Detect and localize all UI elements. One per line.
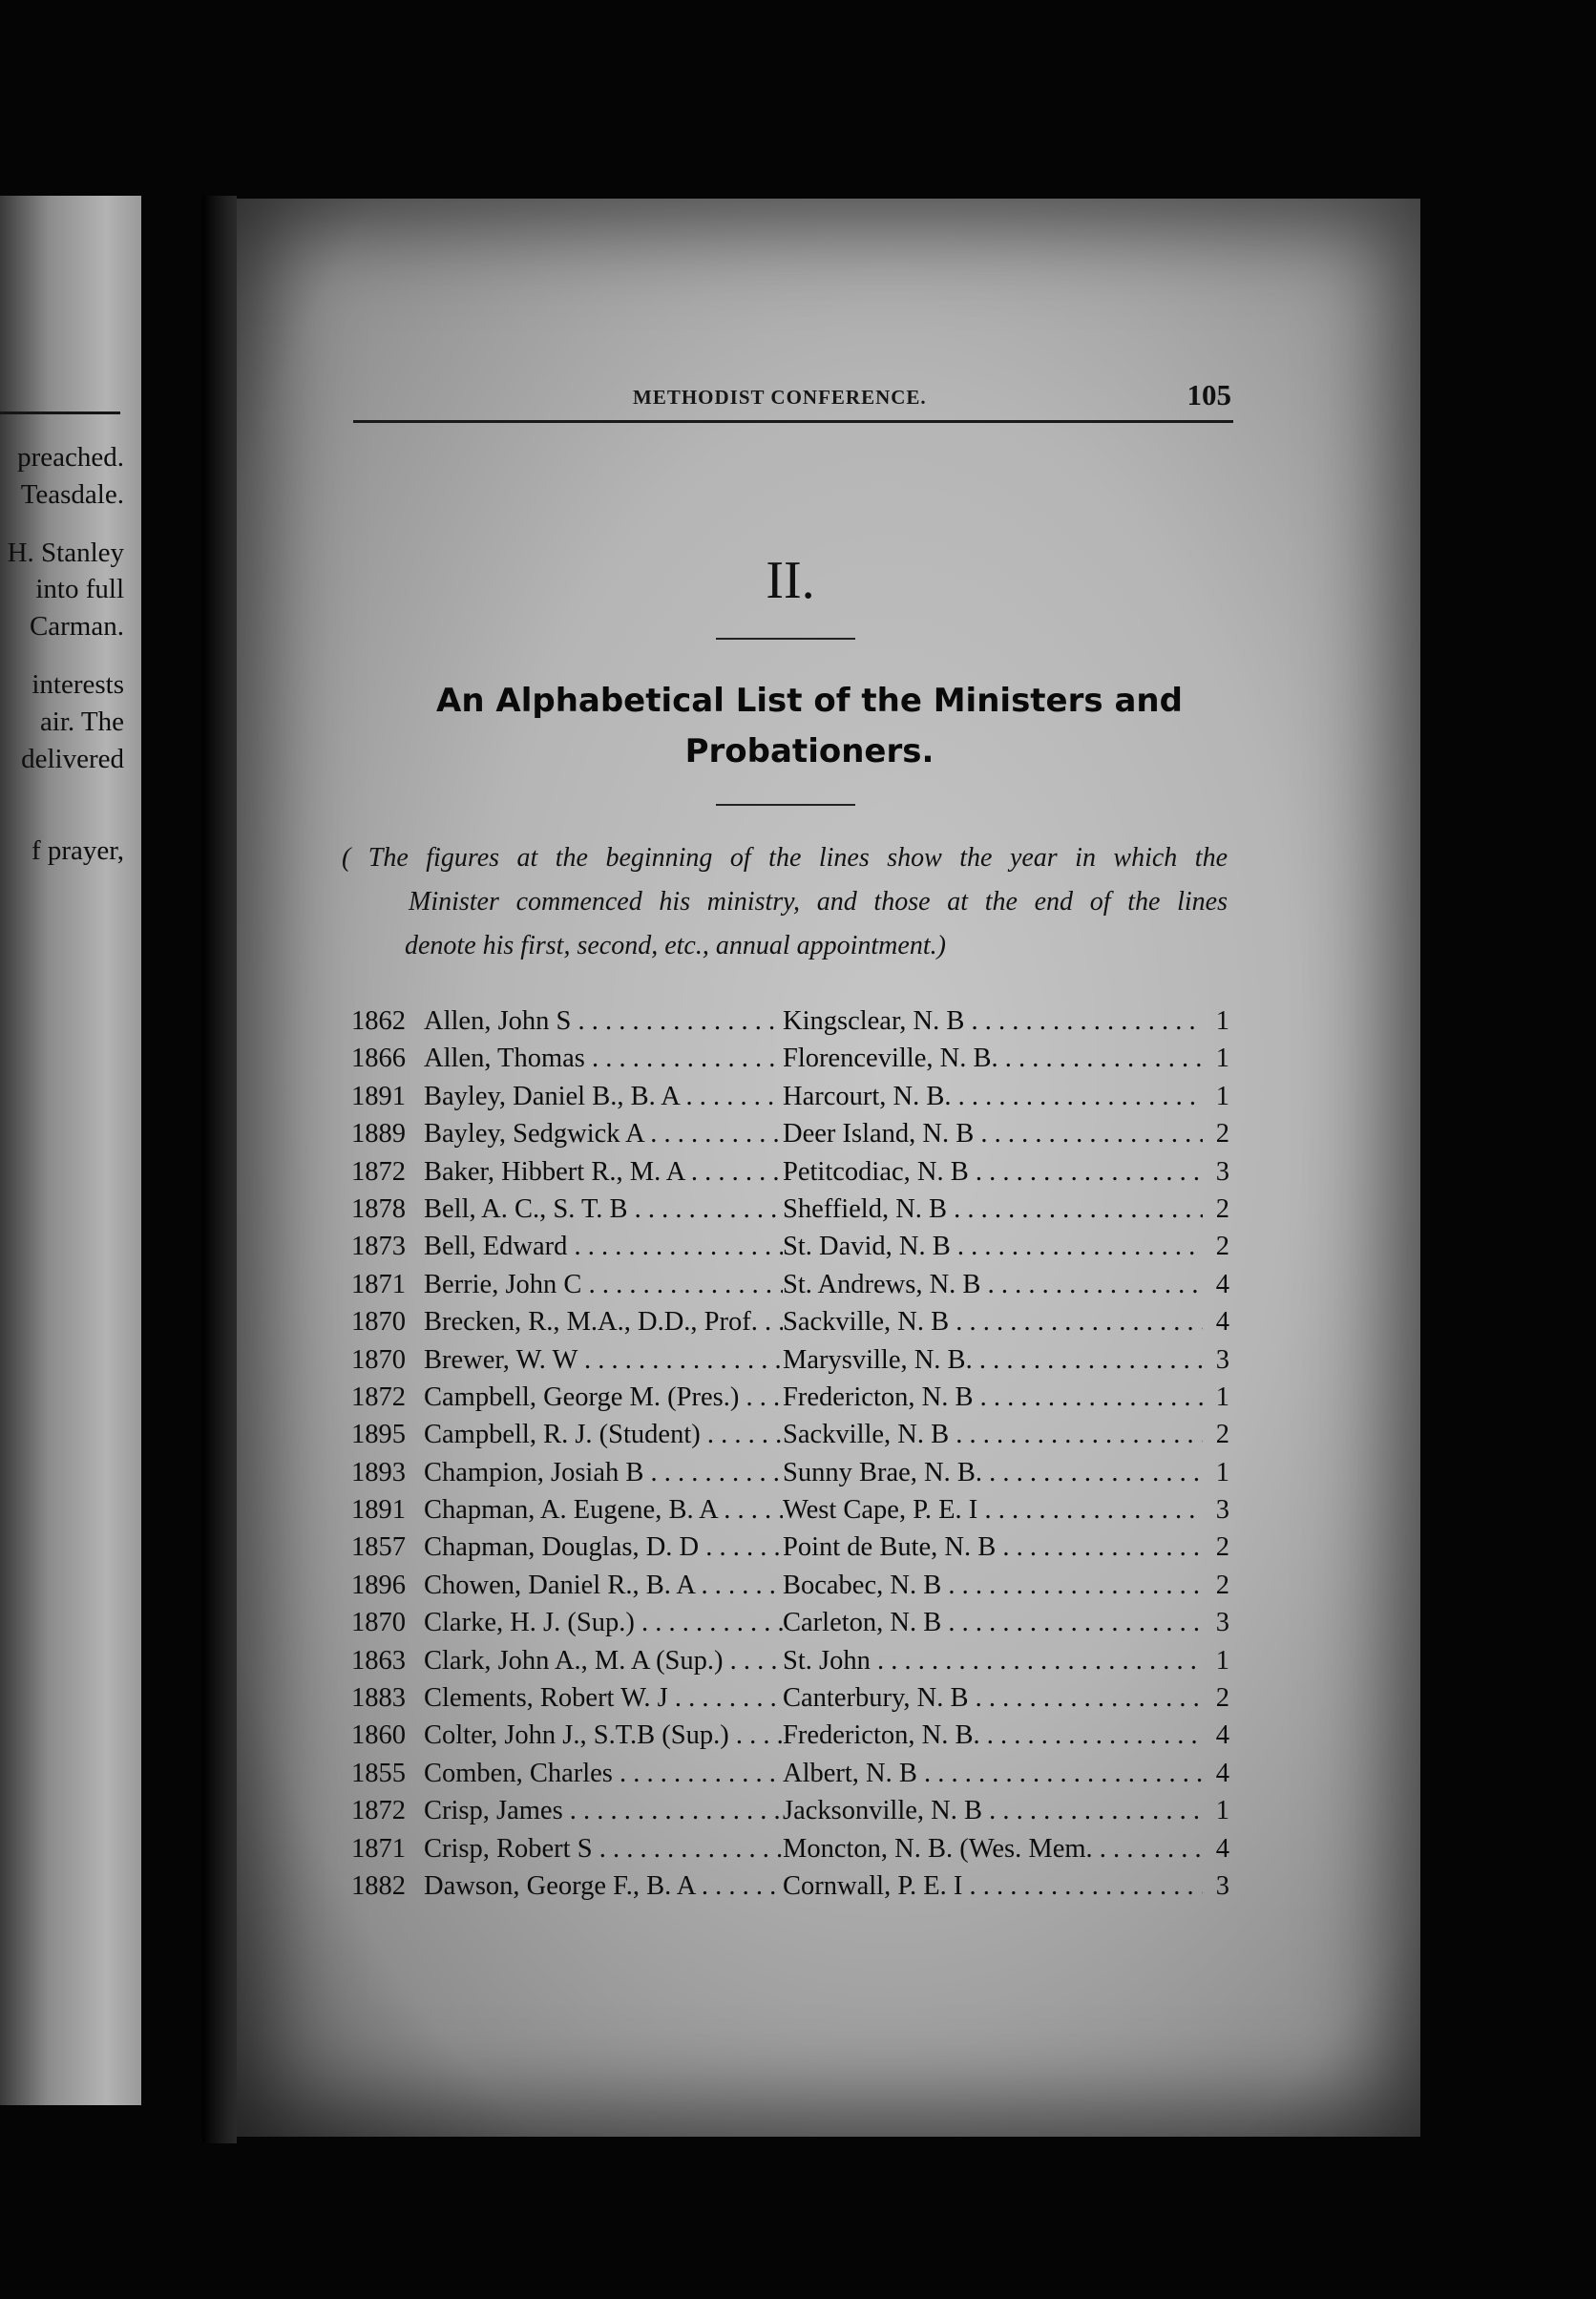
entry-appointment: 1 [1215, 1796, 1229, 1826]
entry-name: Bell, Edward . . . [424, 1228, 783, 1265]
entry-name: Allen, Thomas . . . [424, 1040, 783, 1077]
entry-year: 1896 [351, 1570, 406, 1600]
entry-year: 1863 [351, 1645, 406, 1676]
note-line: Minister commenced his ministry, and those at the end of the lines [409, 887, 1228, 917]
explanatory-note [342, 836, 1228, 968]
entry-place: Kingsclear, N. B . . . [783, 1002, 1203, 1040]
entry-year: 1855 [351, 1758, 406, 1788]
entry-place: Sunny Brae, N. B. . . . [783, 1454, 1203, 1491]
left-page-line: air. The [39, 707, 124, 737]
entry-name: Campbell, R. J. (Student) . . . [424, 1416, 783, 1453]
section-heading-line: An Alphabetical List of the Ministers and [436, 682, 1183, 720]
entry-place: Sackville, N. B . . . [783, 1303, 1203, 1340]
ministers-list [351, 1002, 1229, 1905]
entry-appointment: 1 [1215, 1044, 1229, 1074]
entry-name: Bell, A. C., S. T. B . . . [424, 1191, 783, 1228]
note-line: ( The figures at the beginning of the lines show the year in which the [342, 843, 1228, 873]
entry-year: 1893 [351, 1457, 406, 1487]
entry-appointment: 2 [1215, 1193, 1229, 1224]
list-entry [351, 1191, 1229, 1228]
entry-place: Bocabec, N. B . . . [783, 1567, 1203, 1604]
entry-name: Crisp, James . . . [424, 1792, 783, 1829]
list-entry [351, 1266, 1229, 1303]
entry-year: 1878 [351, 1193, 406, 1224]
list-entry [351, 1567, 1229, 1604]
entry-year: 1860 [351, 1720, 406, 1751]
entry-year: 1857 [351, 1532, 406, 1563]
section-heading [332, 676, 1287, 777]
entry-name: Allen, John S . . . [424, 1002, 783, 1040]
entry-place: Point de Bute, N. B . . . [783, 1529, 1203, 1566]
list-entry [351, 1454, 1229, 1491]
list-entry [351, 1341, 1229, 1379]
left-page-line: Carman. [29, 611, 124, 642]
running-head [353, 378, 1231, 416]
list-entry [351, 1830, 1229, 1867]
entry-appointment: 1 [1215, 1645, 1229, 1676]
entry-place: Florenceville, N. B. . . . [783, 1040, 1203, 1077]
entry-appointment: 3 [1215, 1608, 1229, 1638]
left-page-line: preached. [17, 442, 124, 473]
entry-appointment: 3 [1215, 1495, 1229, 1526]
entry-appointment: 2 [1215, 1570, 1229, 1600]
entry-appointment: 1 [1215, 1382, 1229, 1412]
entry-place: Sheffield, N. B . . . [783, 1191, 1203, 1228]
entry-place: Fredericton, N. B. . . . [783, 1717, 1203, 1754]
list-entry [351, 1642, 1229, 1679]
list-entry [351, 1115, 1229, 1152]
list-entry [351, 1604, 1229, 1641]
entry-name: Comben, Charles . . . [424, 1755, 783, 1792]
entry-place: Deer Island, N. B . . . [783, 1115, 1203, 1152]
entry-name: Dawson, George F., B. A . . . [424, 1867, 783, 1905]
list-entry [351, 1679, 1229, 1717]
list-entry [351, 1867, 1229, 1905]
list-entry [351, 1040, 1229, 1077]
list-entry [351, 1078, 1229, 1115]
entry-name: Berrie, John C . . . [424, 1266, 783, 1303]
entry-appointment: 2 [1215, 1532, 1229, 1563]
entry-appointment: 1 [1215, 1457, 1229, 1487]
left-facing-page [0, 196, 141, 2105]
ornamental-rule [716, 638, 855, 640]
list-entry [351, 1303, 1229, 1340]
entry-name: Campbell, George M. (Pres.) . . . [424, 1379, 783, 1416]
entry-year: 1871 [351, 1269, 406, 1299]
list-entry [351, 1491, 1229, 1529]
entry-place: St. David, N. B . . . [783, 1228, 1203, 1265]
entry-appointment: 2 [1215, 1420, 1229, 1450]
entry-name: Baker, Hibbert R., M. A . . . [424, 1153, 783, 1191]
entry-place: Albert, N. B . . . [783, 1755, 1203, 1792]
section-numeral: II. [766, 551, 815, 610]
entry-place: Jacksonville, N. B . . . [783, 1792, 1203, 1829]
entry-place: St. John . . . [783, 1642, 1203, 1679]
entry-appointment: 3 [1215, 1344, 1229, 1375]
entry-name: Brecken, R., M.A., D.D., Prof. . . . [424, 1303, 783, 1340]
list-entry [351, 1755, 1229, 1792]
page-number: 105 [1186, 378, 1231, 411]
entry-name: Brewer, W. W . . . [424, 1341, 783, 1379]
entry-appointment: 4 [1215, 1720, 1229, 1751]
entry-year: 1871 [351, 1833, 406, 1864]
book-gutter [202, 196, 237, 2143]
entry-year: 1872 [351, 1156, 406, 1187]
entry-name: Clark, John A., M. A (Sup.) . . . [424, 1642, 783, 1679]
ornamental-rule [716, 804, 855, 806]
entry-appointment: 1 [1215, 1006, 1229, 1036]
entry-appointment: 4 [1215, 1307, 1229, 1338]
entry-appointment: 1 [1215, 1081, 1229, 1111]
entry-year: 1872 [351, 1382, 406, 1412]
list-entry [351, 1717, 1229, 1754]
entry-name: Chapman, A. Eugene, B. A . . . [424, 1491, 783, 1529]
section-heading-line: Probationers. [684, 732, 934, 770]
entry-name: Crisp, Robert S . . . [424, 1830, 783, 1867]
entry-appointment: 2 [1215, 1232, 1229, 1262]
entry-year: 1870 [351, 1608, 406, 1638]
entry-place: Carleton, N. B . . . [783, 1604, 1203, 1641]
list-entry [351, 1529, 1229, 1566]
list-entry [351, 1416, 1229, 1453]
left-page-line: H. Stanley [7, 538, 124, 568]
entry-name: Bayley, Daniel B., B. A . . . [424, 1078, 783, 1115]
entry-year: 1872 [351, 1796, 406, 1826]
entry-year: 1870 [351, 1344, 406, 1375]
left-page-line: into full [35, 574, 124, 604]
left-page-line: interests [32, 669, 124, 700]
entry-appointment: 4 [1215, 1833, 1229, 1864]
entry-year: 1873 [351, 1232, 406, 1262]
entry-place: Sackville, N. B . . . [783, 1416, 1203, 1453]
entry-year: 1866 [351, 1044, 406, 1074]
entry-appointment: 2 [1215, 1119, 1229, 1150]
entry-year: 1889 [351, 1119, 406, 1150]
entry-year: 1891 [351, 1495, 406, 1526]
entry-appointment: 4 [1215, 1758, 1229, 1788]
left-page-line: Teasdale. [20, 479, 124, 510]
left-page-line: f prayer, [31, 835, 124, 866]
list-entry [351, 1379, 1229, 1416]
header-rule [353, 420, 1233, 423]
entry-appointment: 4 [1215, 1269, 1229, 1299]
entry-appointment: 3 [1215, 1156, 1229, 1187]
entry-place: Marysville, N. B. . . . [783, 1341, 1203, 1379]
entry-name: Clarke, H. J. (Sup.) . . . [424, 1604, 783, 1641]
note-line: denote his first, second, etc., annual appointment.) [405, 931, 946, 960]
entry-year: 1882 [351, 1870, 406, 1901]
entry-name: Champion, Josiah B . . . [424, 1454, 783, 1491]
left-page-line: delivered [21, 744, 124, 774]
entry-place: West Cape, P. E. I . . . [783, 1491, 1203, 1529]
entry-place: St. Andrews, N. B . . . [783, 1266, 1203, 1303]
entry-place: Cornwall, P. E. I . . . [783, 1867, 1203, 1905]
entry-place: Canterbury, N. B . . . [783, 1679, 1203, 1717]
entry-year: 1891 [351, 1081, 406, 1111]
entry-year: 1862 [351, 1006, 406, 1036]
left-page-rule [0, 411, 120, 414]
list-entry [351, 1792, 1229, 1829]
entry-place: Fredericton, N. B . . . [783, 1379, 1203, 1416]
entry-place: Moncton, N. B. (Wes. Mem. . . . [783, 1830, 1203, 1867]
main-page [237, 199, 1420, 2137]
entry-place: Petitcodiac, N. B . . . [783, 1153, 1203, 1191]
list-entry [351, 1002, 1229, 1040]
entry-name: Chowen, Daniel R., B. A . . . [424, 1567, 783, 1604]
list-entry [351, 1153, 1229, 1191]
entry-year: 1883 [351, 1683, 406, 1714]
running-title: METHODIST CONFERENCE. [633, 386, 927, 409]
entry-name: Chapman, Douglas, D. D . . . [424, 1529, 783, 1566]
list-entry [351, 1228, 1229, 1265]
entry-name: Bayley, Sedgwick A . . . [424, 1115, 783, 1152]
entry-appointment: 3 [1215, 1870, 1229, 1901]
entry-name: Clements, Robert W. J . . . [424, 1679, 783, 1717]
entry-year: 1870 [351, 1307, 406, 1338]
entry-year: 1895 [351, 1420, 406, 1450]
entry-appointment: 2 [1215, 1683, 1229, 1714]
entry-name: Colter, John J., S.T.B (Sup.) . . . [424, 1717, 783, 1754]
entry-place: Harcourt, N. B. . . . [783, 1078, 1203, 1115]
